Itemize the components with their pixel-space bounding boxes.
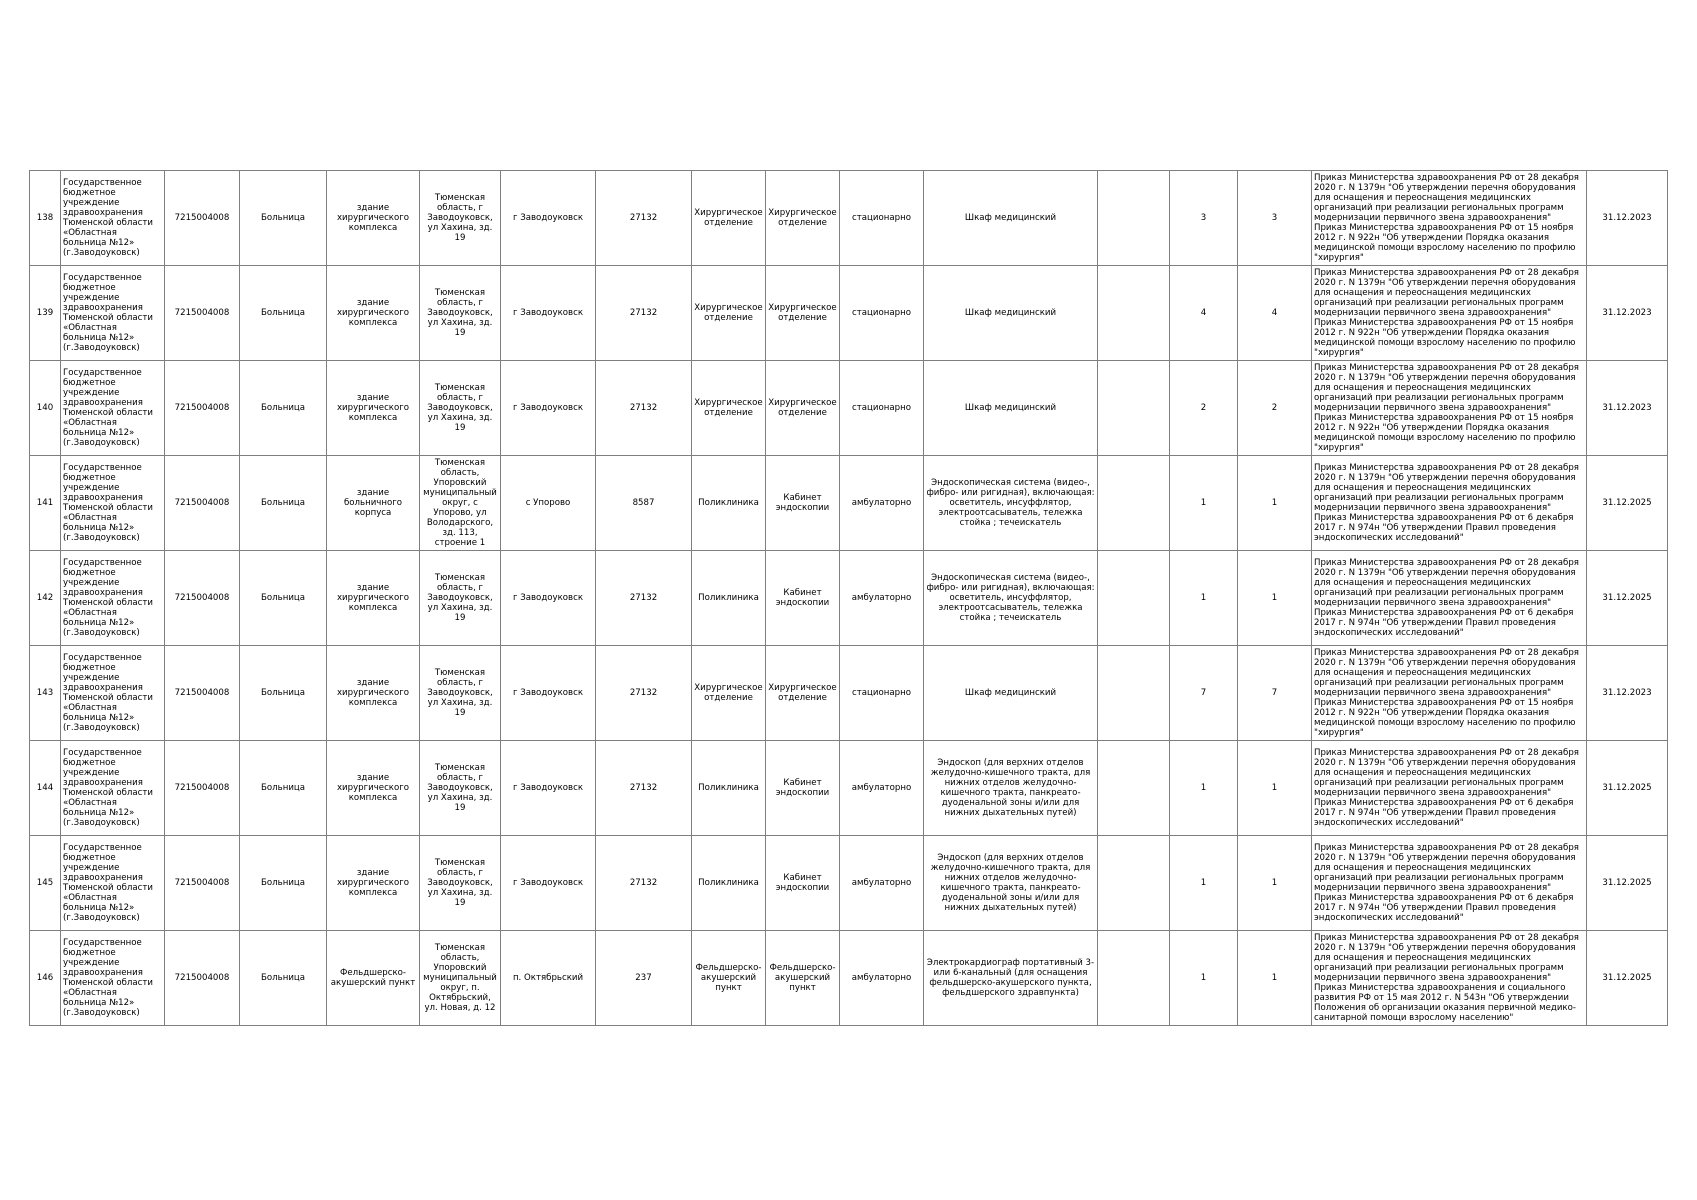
equipment-cell: Шкаф медицинский — [924, 266, 1098, 361]
empty-cell — [1098, 741, 1170, 836]
empty-cell — [1098, 551, 1170, 646]
address-cell: Тюменская область, Упоровский муниципальный округ, с Упорово, ул Володарского, зд. 113, строение 1 — [420, 456, 501, 551]
empty-cell — [1098, 931, 1170, 1026]
division-cell: Поликлиника — [692, 551, 766, 646]
empty-cell — [1098, 266, 1170, 361]
population-cell: 27132 — [596, 836, 692, 931]
deadline-date-cell: 31.12.2025 — [1587, 456, 1668, 551]
empty-cell — [1098, 456, 1170, 551]
building-cell: здание хирургического комплекса — [327, 361, 420, 456]
locality-cell: г Заводоуковск — [501, 741, 596, 836]
quantity-need-cell: 4 — [1238, 266, 1312, 361]
organization-cell: Государственное бюджетное учреждение здравоохранения Тюменской области «Областная больница №12» (г.Заводоуковск) — [61, 361, 165, 456]
facility-type-cell: Больница — [240, 551, 327, 646]
locality-cell: с Упорово — [501, 456, 596, 551]
table-body — [30, 171, 1668, 1026]
address-cell: Тюменская область, г Заводоуковск, ул Хахина, зд. 19 — [420, 741, 501, 836]
unit-cell: Фельдшерско-акушерский пункт — [766, 931, 840, 1026]
organization-cell: Государственное бюджетное учреждение здравоохранения Тюменской области «Областная больница №12» (г.Заводоуковск) — [61, 836, 165, 931]
division-cell: Поликлиника — [692, 456, 766, 551]
quantity-norm-cell: 1 — [1170, 741, 1238, 836]
equipment-table — [29, 170, 1668, 1026]
locality-cell: г Заводоуковск — [501, 836, 596, 931]
table-row — [30, 361, 1668, 456]
address-cell: Тюменская область, г Заводоуковск, ул Хахина, зд. 19 — [420, 836, 501, 931]
equipment-cell: Шкаф медицинский — [924, 361, 1098, 456]
population-cell: 27132 — [596, 171, 692, 266]
deadline-date-cell: 31.12.2023 — [1587, 266, 1668, 361]
population-cell: 27132 — [596, 646, 692, 741]
unit-cell: Хирургическое отделение — [766, 361, 840, 456]
population-cell: 27132 — [596, 361, 692, 456]
table-row — [30, 551, 1668, 646]
table-row — [30, 836, 1668, 931]
quantity-need-cell: 1 — [1238, 741, 1312, 836]
unit-cell: Кабинет эндоскопии — [766, 551, 840, 646]
organization-cell: Государственное бюджетное учреждение здравоохранения Тюменской области «Областная больница №12» (г.Заводоуковск) — [61, 741, 165, 836]
empty-cell — [1098, 171, 1170, 266]
division-cell: Хирургическое отделение — [692, 361, 766, 456]
empty-cell — [1098, 836, 1170, 931]
building-cell: здание хирургического комплекса — [327, 171, 420, 266]
quantity-norm-cell: 4 — [1170, 266, 1238, 361]
unit-cell: Кабинет эндоскопии — [766, 741, 840, 836]
table-row — [30, 931, 1668, 1026]
equipment-cell: Эндоскоп (для верхних отделов желудочно-кишечного тракта, для нижних отделов желудочно-кишечного тракта, панкреато-дуоденальной зоны и/или для нижних дыхательных путей) — [924, 741, 1098, 836]
deadline-date-cell: 31.12.2023 — [1587, 171, 1668, 266]
inn-cell: 7215004008 — [165, 931, 240, 1026]
address-cell: Тюменская область, г Заводоуковск, ул Хахина, зд. 19 — [420, 646, 501, 741]
facility-type-cell: Больница — [240, 171, 327, 266]
unit-cell: Кабинет эндоскопии — [766, 836, 840, 931]
facility-type-cell: Больница — [240, 836, 327, 931]
care-form-cell: стационарно — [840, 266, 924, 361]
facility-type-cell: Больница — [240, 931, 327, 1026]
care-form-cell: стационарно — [840, 646, 924, 741]
row-number: 141 — [30, 456, 61, 551]
equipment-cell: Электрокардиограф портативный 3- или 6-канальный (для оснащения фельдшерско-акушерского пункта, фельдшерского здравпункта) — [924, 931, 1098, 1026]
inn-cell: 7215004008 — [165, 741, 240, 836]
locality-cell: г Заводоуковск — [501, 361, 596, 456]
row-number: 139 — [30, 266, 61, 361]
equipment-cell: Шкаф медицинский — [924, 171, 1098, 266]
organization-cell: Государственное бюджетное учреждение здравоохранения Тюменской области «Областная больница №12» (г.Заводоуковск) — [61, 456, 165, 551]
population-cell: 27132 — [596, 551, 692, 646]
locality-cell: г Заводоуковск — [501, 266, 596, 361]
quantity-need-cell: 7 — [1238, 646, 1312, 741]
organization-cell: Государственное бюджетное учреждение здравоохранения Тюменской области «Областная больница №12» (г.Заводоуковск) — [61, 266, 165, 361]
legal-basis-cell: Приказ Министерства здравоохранения РФ от 28 декабря 2020 г. N 1379н "Об утверждении перечня оборудования для оснащения и переоснащения медицинских организаций при реализации региональных программ модернизации первичного звена здравоохранения" Приказ Министерства здравоохранения РФ от 15 ноября 2012 г. N 922н "Об утверждении Порядка оказания медицинской помощи взрослому населению по профилю "хирургия" — [1312, 266, 1587, 361]
legal-basis-cell: Приказ Министерства здравоохранения РФ от 28 декабря 2020 г. N 1379н "Об утверждении перечня оборудования для оснащения и переоснащения медицинских организаций при реализации региональных программ модернизации первичного звена здравоохранения" Приказ Министерства здравоохранения и социального развития РФ от 15 мая 2012 г. N 543н "Об утверждении Положения об организации оказания первичной медико-санитарной помощи взрослому населению" — [1312, 931, 1587, 1026]
row-number: 146 — [30, 931, 61, 1026]
quantity-norm-cell: 2 — [1170, 361, 1238, 456]
unit-cell: Кабинет эндоскопии — [766, 456, 840, 551]
table-row — [30, 171, 1668, 266]
row-number: 144 — [30, 741, 61, 836]
legal-basis-cell: Приказ Министерства здравоохранения РФ от 28 декабря 2020 г. N 1379н "Об утверждении перечня оборудования для оснащения и переоснащения медицинских организаций при реализации региональных программ модернизации первичного звена здравоохранения" Приказ Министерства здравоохранения РФ от 15 ноября 2012 г. N 922н "Об утверждении Порядка оказания медицинской помощи взрослому населению по профилю "хирургия" — [1312, 171, 1587, 266]
organization-cell: Государственное бюджетное учреждение здравоохранения Тюменской области «Областная больница №12» (г.Заводоуковск) — [61, 646, 165, 741]
row-number: 140 — [30, 361, 61, 456]
population-cell: 27132 — [596, 266, 692, 361]
empty-cell — [1098, 361, 1170, 456]
deadline-date-cell: 31.12.2025 — [1587, 836, 1668, 931]
inn-cell: 7215004008 — [165, 171, 240, 266]
care-form-cell: стационарно — [840, 171, 924, 266]
facility-type-cell: Больница — [240, 456, 327, 551]
facility-type-cell: Больница — [240, 741, 327, 836]
deadline-date-cell: 31.12.2025 — [1587, 931, 1668, 1026]
legal-basis-cell: Приказ Министерства здравоохранения РФ от 28 декабря 2020 г. N 1379н "Об утверждении перечня оборудования для оснащения и переоснащения медицинских организаций при реализации региональных программ модернизации первичного звена здравоохранения" Приказ Министерства здравоохранения РФ от 15 ноября 2012 г. N 922н "Об утверждении Порядка оказания медицинской помощи взрослому населению по профилю "хирургия" — [1312, 646, 1587, 741]
row-number: 142 — [30, 551, 61, 646]
locality-cell: п. Октябрьский — [501, 931, 596, 1026]
unit-cell: Хирургическое отделение — [766, 266, 840, 361]
quantity-need-cell: 1 — [1238, 456, 1312, 551]
table-row — [30, 266, 1668, 361]
locality-cell: г Заводоуковск — [501, 171, 596, 266]
address-cell: Тюменская область, г Заводоуковск, ул Хахина, зд. 19 — [420, 171, 501, 266]
facility-type-cell: Больница — [240, 646, 327, 741]
legal-basis-cell: Приказ Министерства здравоохранения РФ от 28 декабря 2020 г. N 1379н "Об утверждении перечня оборудования для оснащения и переоснащения медицинских организаций при реализации региональных программ модернизации первичного звена здравоохранения" Приказ Министерства здравоохранения РФ от 6 декабря 2017 г. N 974н "Об утверждении Правил проведения эндоскопических исследований" — [1312, 741, 1587, 836]
quantity-need-cell: 3 — [1238, 171, 1312, 266]
address-cell: Тюменская область, Упоровский муниципальный округ, п. Октябрьский, ул. Новая, д. 12 — [420, 931, 501, 1026]
building-cell: здание хирургического комплекса — [327, 646, 420, 741]
equipment-cell: Эндоскопическая система (видео-, фибро- или ригидная), включающая: осветитель, инсуффлятор, электроотсасыватель, тележка стойка ; течеискатель — [924, 456, 1098, 551]
population-cell: 237 — [596, 931, 692, 1026]
table-row — [30, 456, 1668, 551]
building-cell: здание хирургического комплекса — [327, 741, 420, 836]
care-form-cell: стационарно — [840, 361, 924, 456]
building-cell: Фельдшерско-акушерский пункт — [327, 931, 420, 1026]
organization-cell: Государственное бюджетное учреждение здравоохранения Тюменской области «Областная больница №12» (г.Заводоуковск) — [61, 931, 165, 1026]
equipment-cell: Эндоскоп (для верхних отделов желудочно-кишечного тракта, для нижних отделов желудочно-кишечного тракта, панкреато-дуоденальной зоны и/или для нижних дыхательных путей) — [924, 836, 1098, 931]
locality-cell: г Заводоуковск — [501, 551, 596, 646]
quantity-norm-cell: 1 — [1170, 456, 1238, 551]
quantity-norm-cell: 1 — [1170, 836, 1238, 931]
quantity-need-cell: 1 — [1238, 931, 1312, 1026]
division-cell: Поликлиника — [692, 836, 766, 931]
deadline-date-cell: 31.12.2025 — [1587, 551, 1668, 646]
row-number: 143 — [30, 646, 61, 741]
locality-cell: г Заводоуковск — [501, 646, 596, 741]
building-cell: здание хирургического комплекса — [327, 551, 420, 646]
row-number: 138 — [30, 171, 61, 266]
care-form-cell: амбулаторно — [840, 456, 924, 551]
quantity-norm-cell: 1 — [1170, 931, 1238, 1026]
legal-basis-cell: Приказ Министерства здравоохранения РФ от 28 декабря 2020 г. N 1379н "Об утверждении перечня оборудования для оснащения и переоснащения медицинских организаций при реализации региональных программ модернизации первичного звена здравоохранения" Приказ Министерства здравоохранения РФ от 6 декабря 2017 г. N 974н "Об утверждении Правил проведения эндоскопических исследований" — [1312, 456, 1587, 551]
population-cell: 27132 — [596, 741, 692, 836]
care-form-cell: амбулаторно — [840, 551, 924, 646]
inn-cell: 7215004008 — [165, 266, 240, 361]
empty-cell — [1098, 646, 1170, 741]
organization-cell: Государственное бюджетное учреждение здравоохранения Тюменской области «Областная больница №12» (г.Заводоуковск) — [61, 551, 165, 646]
table-row — [30, 646, 1668, 741]
legal-basis-cell: Приказ Министерства здравоохранения РФ от 28 декабря 2020 г. N 1379н "Об утверждении перечня оборудования для оснащения и переоснащения медицинских организаций при реализации региональных программ модернизации первичного звена здравоохранения" Приказ Министерства здравоохранения РФ от 15 ноября 2012 г. N 922н "Об утверждении Порядка оказания медицинской помощи взрослому населению по профилю "хирургия" — [1312, 361, 1587, 456]
organization-cell: Государственное бюджетное учреждение здравоохранения Тюменской области «Областная больница №12» (г.Заводоуковск) — [61, 171, 165, 266]
building-cell: здание хирургического комплекса — [327, 836, 420, 931]
equipment-cell: Шкаф медицинский — [924, 646, 1098, 741]
quantity-norm-cell: 1 — [1170, 551, 1238, 646]
legal-basis-cell: Приказ Министерства здравоохранения РФ от 28 декабря 2020 г. N 1379н "Об утверждении перечня оборудования для оснащения и переоснащения медицинских организаций при реализации региональных программ модернизации первичного звена здравоохранения" Приказ Министерства здравоохранения РФ от 6 декабря 2017 г. N 974н "Об утверждении Правил проведения эндоскопических исследований" — [1312, 551, 1587, 646]
row-number: 145 — [30, 836, 61, 931]
care-form-cell: амбулаторно — [840, 836, 924, 931]
inn-cell: 7215004008 — [165, 361, 240, 456]
facility-type-cell: Больница — [240, 361, 327, 456]
inn-cell: 7215004008 — [165, 456, 240, 551]
unit-cell: Хирургическое отделение — [766, 646, 840, 741]
table-row — [30, 741, 1668, 836]
division-cell: Хирургическое отделение — [692, 646, 766, 741]
legal-basis-cell: Приказ Министерства здравоохранения РФ от 28 декабря 2020 г. N 1379н "Об утверждении перечня оборудования для оснащения и переоснащения медицинских организаций при реализации региональных программ модернизации первичного звена здравоохранения" Приказ Министерства здравоохранения РФ от 6 декабря 2017 г. N 974н "Об утверждении Правил проведения эндоскопических исследований" — [1312, 836, 1587, 931]
division-cell: Поликлиника — [692, 741, 766, 836]
inn-cell: 7215004008 — [165, 646, 240, 741]
address-cell: Тюменская область, г Заводоуковск, ул Хахина, зд. 19 — [420, 361, 501, 456]
inn-cell: 7215004008 — [165, 551, 240, 646]
deadline-date-cell: 31.12.2023 — [1587, 361, 1668, 456]
quantity-norm-cell: 3 — [1170, 171, 1238, 266]
deadline-date-cell: 31.12.2023 — [1587, 646, 1668, 741]
population-cell: 8587 — [596, 456, 692, 551]
building-cell: здание больничного корпуса — [327, 456, 420, 551]
quantity-need-cell: 1 — [1238, 551, 1312, 646]
care-form-cell: амбулаторно — [840, 741, 924, 836]
address-cell: Тюменская область, г Заводоуковск, ул Хахина, зд. 19 — [420, 551, 501, 646]
equipment-cell: Эндоскопическая система (видео-, фибро- или ригидная), включающая: осветитель, инсуффлятор, электроотсасыватель, тележка стойка ; течеискатель — [924, 551, 1098, 646]
unit-cell: Хирургическое отделение — [766, 171, 840, 266]
building-cell: здание хирургического комплекса — [327, 266, 420, 361]
deadline-date-cell: 31.12.2025 — [1587, 741, 1668, 836]
care-form-cell: амбулаторно — [840, 931, 924, 1026]
quantity-need-cell: 2 — [1238, 361, 1312, 456]
quantity-norm-cell: 7 — [1170, 646, 1238, 741]
division-cell: Хирургическое отделение — [692, 171, 766, 266]
division-cell: Хирургическое отделение — [692, 266, 766, 361]
inn-cell: 7215004008 — [165, 836, 240, 931]
facility-type-cell: Больница — [240, 266, 327, 361]
division-cell: Фельдшерско-акушерский пункт — [692, 931, 766, 1026]
address-cell: Тюменская область, г Заводоуковск, ул Хахина, зд. 19 — [420, 266, 501, 361]
quantity-need-cell: 1 — [1238, 836, 1312, 931]
